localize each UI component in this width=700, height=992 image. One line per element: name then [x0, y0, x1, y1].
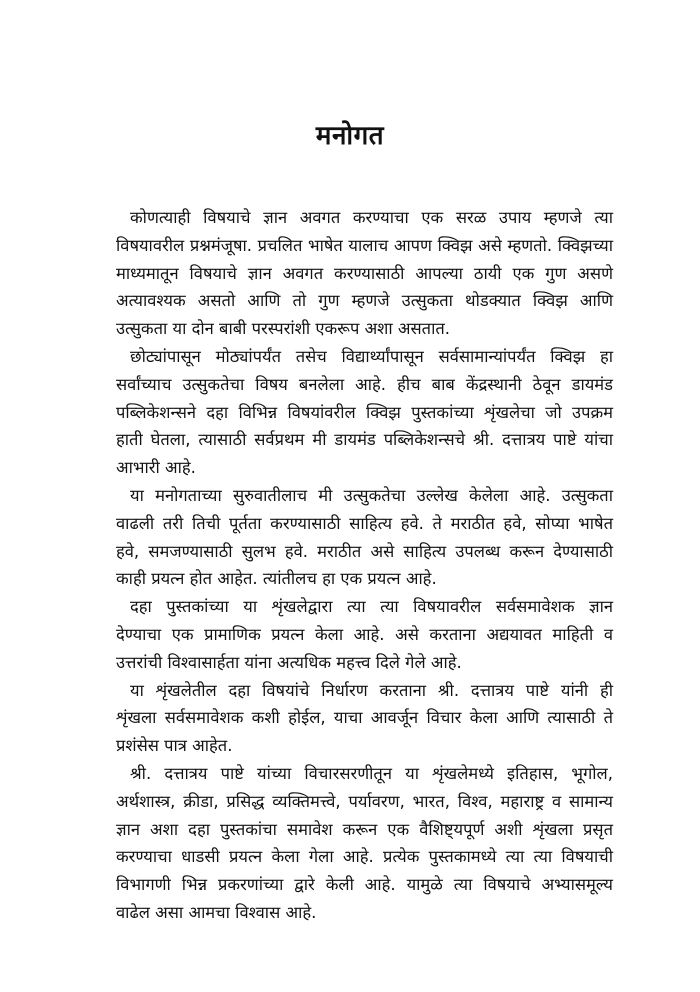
paragraph-line: उत्तरांची विश्वासार्हता यांना अत्यधिक महत्त्व दिले गेले आहे.: [116, 652, 462, 672]
paragraph-line: उत्सुकता या दोन बाबी परस्परांशी एकरूप अशा असतात.: [116, 319, 451, 339]
paragraph-line: वाढली तरी तिची पूर्तता करण्यासाठी साहित्य हवे. ते मराठीत हवे, सोप्या भाषेत: [116, 513, 613, 533]
paragraph-line: या शृंखलेतील दहा विषयांचे निर्धारण करताना श्री. दत्तात्रय पाष्टे यांनी ही: [130, 680, 613, 700]
paragraph-line: छोट्यांपासून मोठ्यांपर्यंत तसेच विद्यार्थ्यांपासून सर्वसामान्यांपर्यंत क्विझ हा: [130, 346, 613, 366]
paragraph-line: अर्थशास्त्र, क्रीडा, प्रसिद्ध व्यक्तिमत्त्वे, पर्यावरण, भारत, विश्व, महाराष्ट्र व सामान्य: [116, 791, 613, 811]
paragraph-line: माध्यमातून विषयाचे ज्ञान अवगत करण्यासाठी आपल्या ठायी एक गुण असणे: [116, 263, 613, 283]
paragraph: [116, 343, 613, 482]
paragraph-line: दहा पुस्तकांच्या या शृंखलेद्वारा त्या त्या विषयावरील सर्वसमावेशक ज्ञान: [130, 597, 613, 617]
paragraph: [116, 482, 613, 593]
paragraph-line: पब्लिकेशन्सने दहा विभिन्न विषयांवरील क्विझ पुस्तकांच्या शृंखलेचा जो उपक्रम: [116, 402, 613, 422]
paragraph: [116, 677, 613, 760]
paragraph-line: देण्याचा एक प्रामाणिक प्रयत्न केला आहे. असे करताना अद्ययावत माहिती व: [116, 624, 613, 644]
paragraph: [116, 760, 613, 927]
paragraph-line: हाती घेतला, त्यासाठी सर्वप्रथम मी डायमंड पब्लिकेशन्सचे श्री. दत्तात्रय पाष्टे यांचा: [116, 430, 613, 450]
paragraph-line: आभारी आहे.: [116, 458, 196, 478]
document-body: [116, 204, 613, 927]
paragraph-line: श्री. दत्तात्रय पाष्टे यांच्या विचारसरणीतून या शृंखलेमध्ये इतिहास, भूगोल,: [130, 763, 613, 783]
paragraph-line: विभागणी भिन्न प्रकरणांच्या द्वारे केली आहे. यामुळे त्या विषयाचे अभ्यासमूल्य: [116, 875, 613, 895]
paragraph-line: प्रशंसेस पात्र आहेत.: [116, 736, 233, 756]
paragraph-line: शृंखला सर्वसमावेशक कशी होईल, याचा आवर्जून विचार केला आणि त्यासाठी ते: [116, 708, 613, 728]
paragraph-line: या मनोगताच्या सुरुवातीलाच मी उत्सुकतेचा उल्लेख केलेला आहे. उत्सुकता: [130, 485, 613, 505]
paragraph: [116, 593, 613, 676]
paragraph-line: अत्यावश्यक असतो आणि तो गुण म्हणजे उत्सुकता थोडक्यात क्विझ आणि: [116, 291, 613, 311]
paragraph-line: सर्वांच्याच उत्सुकतेचा विषय बनलेला आहे. हीच बाब केंद्रस्थानी ठेवून डायमंड: [116, 374, 613, 394]
paragraph-line: हवे, समजण्यासाठी सुलभ हवे. मराठीत असे साहित्य उपलब्ध करून देण्यासाठी: [116, 541, 613, 561]
page-title: मनोगत: [315, 121, 385, 151]
paragraph-line: करण्याचा धाडसी प्रयत्न केला गेला आहे. प्रत्येक पुस्तकामध्ये त्या त्या विषयाची: [116, 847, 613, 867]
paragraph-line: विषयावरील प्रश्नमंजूषा. प्रचलित भाषेत यालाच आपण क्विझ असे म्हणतो. क्विझच्या: [116, 235, 613, 255]
paragraph-line: ज्ञान अशा दहा पुस्तकांचा समावेश करून एक वैशिष्ट्यपूर्ण अशी शृंखला प्रसृत: [116, 819, 613, 839]
paragraph: [116, 204, 613, 343]
paragraph-line: वाढेल असा आमचा विश्वास आहे.: [116, 902, 317, 922]
paragraph-line: कोणत्याही विषयाचे ज्ञान अवगत करण्याचा एक सरळ उपाय म्हणजे त्या: [130, 208, 613, 227]
paragraph-line: काही प्रयत्न होत आहेत. त्यांतीलच हा एक प्रयत्न आहे.: [116, 569, 437, 589]
